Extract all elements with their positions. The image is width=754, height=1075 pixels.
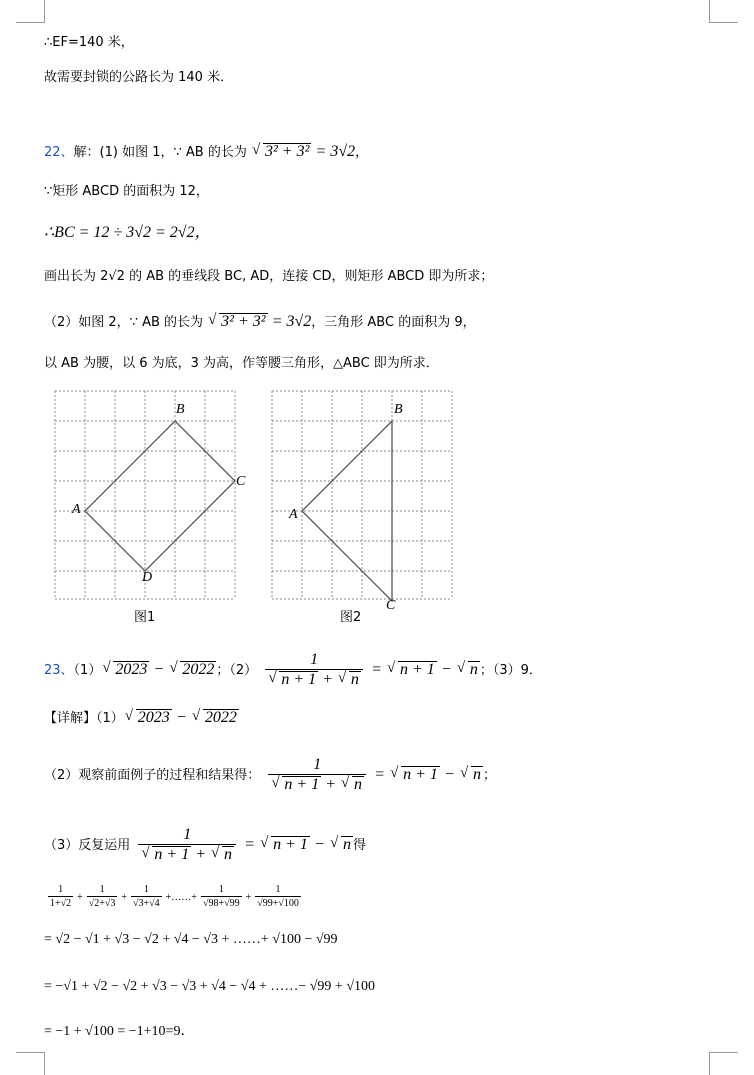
corner-mark-top-right <box>709 0 738 23</box>
corner-mark-top-left <box>16 0 45 23</box>
fig2-label-c: C <box>386 598 396 613</box>
corner-mark-bottom-right <box>709 1052 738 1075</box>
line-road-length: 故需要封锁的公路长为 140 米． <box>44 70 234 85</box>
sum-of-fractions: $\frac{1}{1+√2}$ + $\frac{1}{√2+√3}$ + $\frac{1}{√3+√4}$ +……+ $\frac{1}{√98+√99}$ + $\frac{1}{√99+√100}$ <box>50 884 299 909</box>
fig2-label-b: B <box>394 402 403 417</box>
fig1-label-c: C <box>236 474 246 489</box>
fig2-label-a: A <box>289 507 298 522</box>
sum-line-3: = −√1 + √2 − √2 + √3 − √3 + √4 − √4 + ……− √99 + √100 <box>44 979 376 994</box>
q22-line3: ∴BC = 12 ÷ 3√2 = 2√2， <box>44 224 211 241</box>
sqrt-expression: √ 3² + 3² <box>253 142 311 162</box>
fraction-1-over-root-sum: 1 √ n + 1 + √ n <box>265 651 363 690</box>
line-ef-result: ∴EF=140 米， <box>44 35 134 50</box>
fig1-label-a: A <box>72 502 81 517</box>
q23-detail-2: （2）观察前面例子的过程和结果得： 1 √ n + 1 + √ n = √ n + 1 − √ n ； <box>44 756 496 795</box>
eq-3-root2: = 3√2 <box>315 143 356 160</box>
q23-line1: 23、（1）√ 2023 − √ 2022 ；（2） 1 √ n + 1 + √ n = √ n + 1 − √ n ；（3）9． <box>44 651 542 690</box>
figure-2-caption: 图2 <box>340 610 362 625</box>
q23-detail-1: 【详解】（1）√ 2023 − √ 2022 <box>44 708 239 729</box>
q22-number: 22、 <box>44 145 74 160</box>
q23-detail-3: （3）反复运用 1 √ n + 1 + √ n = √ n + 1 − √ n 得 <box>44 826 366 865</box>
q22-line6: 以 AB 为腰，以 6 为底，3 为高，作等腰三角形，△ABC 即为所求． <box>44 356 439 371</box>
sum-line-2: = √2 − √1 + √3 − √2 + √4 − √3 + ……+ √100 − √99 <box>44 932 338 947</box>
corner-mark-bottom-left <box>16 1052 45 1075</box>
q23-number: 23、 <box>44 663 74 678</box>
figure-2-grid-triangle <box>271 390 453 602</box>
q22-line1: 22、解：(1) 如图 1，∵ AB 的长为 √ 3² + 3² = 3√2， <box>44 142 368 163</box>
q22-line5: （2）如图 2，∵ AB 的长为 √ 3² + 3² = 3√2，三角形 ABC 的面积为 9， <box>44 312 476 333</box>
fig1-label-b: B <box>176 402 185 417</box>
sum-line-4: = −1 + √100 = −1+10=9． <box>44 1024 195 1039</box>
q22-text-a: 解：(1) 如图 1，∵ AB 的长为 <box>73 145 247 160</box>
figure-1-caption: 图1 <box>134 610 156 625</box>
sqrt-expression-2: √ 3² + 3² <box>209 312 267 332</box>
q22-line2: ∵矩形 ABCD 的面积为 12， <box>44 184 209 199</box>
fig1-label-d: D <box>142 570 153 585</box>
q22-line4: 画出长为 2√2 的 AB 的垂线段 BC, AD，连接 CD，则矩形 ABCD 即为所求； <box>44 269 494 284</box>
